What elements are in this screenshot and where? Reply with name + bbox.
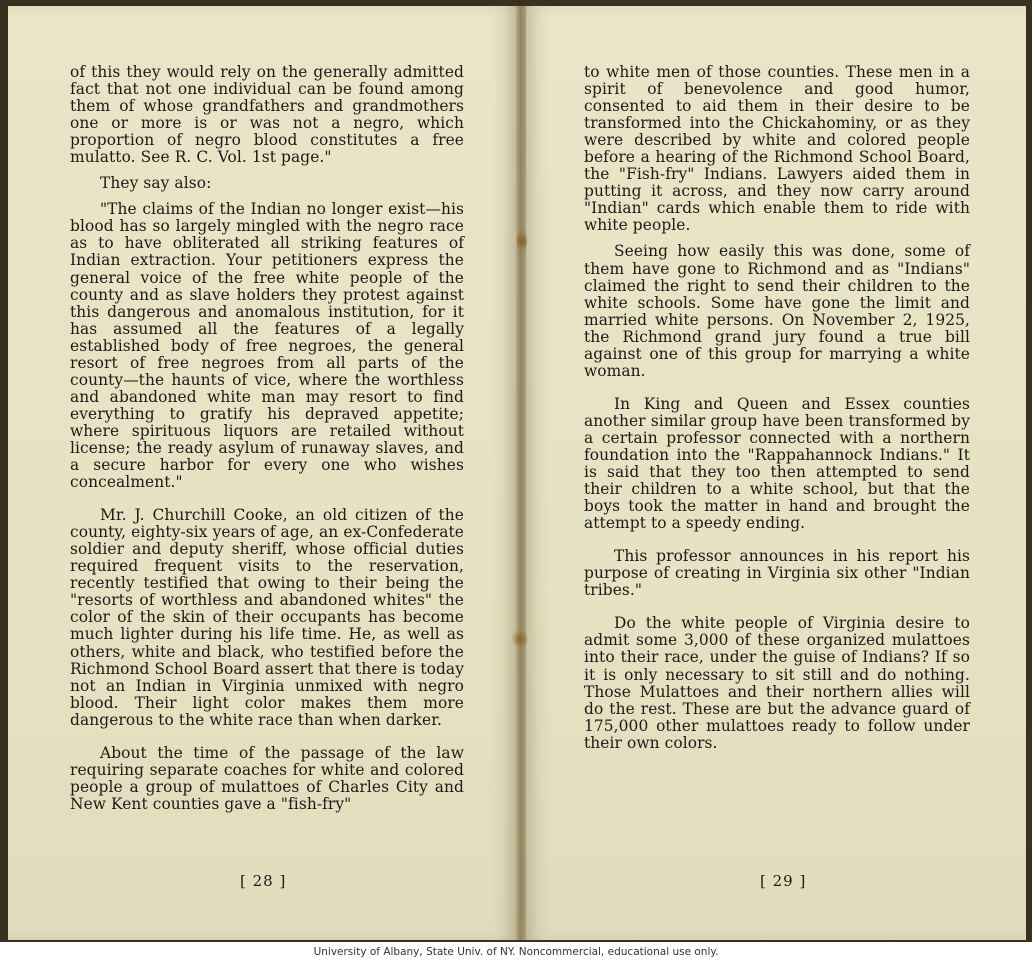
left-paragraph-4: Mr. J. Churchill Cooke, an old citizen of the county, eighty-six years of age, an ex-Confederate soldier and deputy sheriff, whose official duties required frequent visits to the reservation, recently testified that owing to their being the "resorts of worthless and abandoned whites" the color of the skin of their occupants has become much lighter during his life time. He, as well as others, white and black, who testified before the Richmond School Board assert that there is today not an Indian in Virginia unmixed with negro blood. Their light color makes them more dangerous to the white race than when darker. — [70, 506, 464, 729]
right-paragraph-4: This professor announces in his report his purpose of creating in Virginia six other "Indian tribes." — [584, 547, 970, 600]
right-paragraph-5: Do the white people of Virginia desire to admit some 3,000 of these organized mulattoes into their race, under the guise of Indians? If so it is only necessary to sit still and do nothing. Those Mulattoes and their northern allies will do the rest. These are but the advance guard of 175,000 other mulattoes ready to follow under their own colors. — [584, 614, 970, 752]
right-page-text — [584, 64, 970, 752]
right-paragraph-2: Seeing how easily this was done, some of them have gone to Richmond and as "Indians" claimed the right to send their children to the white schools. Some have gone the limit and married white persons. On November 2, 1925, the Richmond grand jury found a true bill against one of this group for marrying a white woman. — [584, 242, 970, 380]
right-paragraph-3: In King and Queen and Essex counties another similar group have been transformed by a certain professor connected with a northern foundation into the "Rappahannock Indians." It is said that they too then attempted to send their children to a white school, but that the boys took the matter in hand and brought the attempt to a speedy ending. — [584, 394, 970, 533]
right-page-number: [ 29 ] — [760, 872, 807, 890]
left-paragraph-5: About the time of the passage of the law requiring separate coaches for white and colored people a group of mulattoes of Charles City and New Kent counties gave a "fish-fry" — [70, 743, 464, 813]
book-gutter — [516, 6, 526, 940]
left-page-number: [ 28 ] — [240, 872, 287, 890]
binding-stain-top — [517, 228, 527, 254]
left-paragraph-1: of this they would rely on the generally admitted fact that not one individual can be found among them of whose grandfathers and grandmothers one or more is or was not a negro, which proportion of negro blood constitutes a free mulatto. See R. C. Vol. 1st page." — [70, 63, 464, 167]
usage-caption: University of Albany, State Univ. of NY. Noncommercial, educational use only. — [0, 944, 1032, 962]
right-paragraph-1: to white men of those counties. These men in a spirit of benevolence and good humor, consented to aid them in their desire to be transformed into the Chickahominy, or as they were described by white and colored people before a hearing of the Richmond School Board, the "Fish-fry" Indians. Lawyers aided them in putting it across, and they now carry around "Indian" cards which enable them to ride with white people. — [584, 63, 970, 235]
binding-stain-middle — [512, 630, 528, 648]
left-paragraph-3: "The claims of the Indian no longer exist—his blood has so largely mingled with the negro race as to have obliterated all striking features of Indian extraction. Your petitioners express the general voice of the free white people of the county and as slave holders they protest against this dangerous and anomalous institution, for it has assumed all the features of a legally established body of free negroes, the general resort of free negroes from all parts of the county—the haunts of vice, where the worthless and abandoned white man may resort to find everything to gratify his depraved appetite; where spirituous liquors are retailed without license; the ready asylum of runaway slaves, and a secure harbor for every one who wishes concealment." — [70, 200, 464, 492]
left-paragraph-2: They say also: — [100, 174, 212, 193]
left-page-text — [70, 64, 464, 813]
